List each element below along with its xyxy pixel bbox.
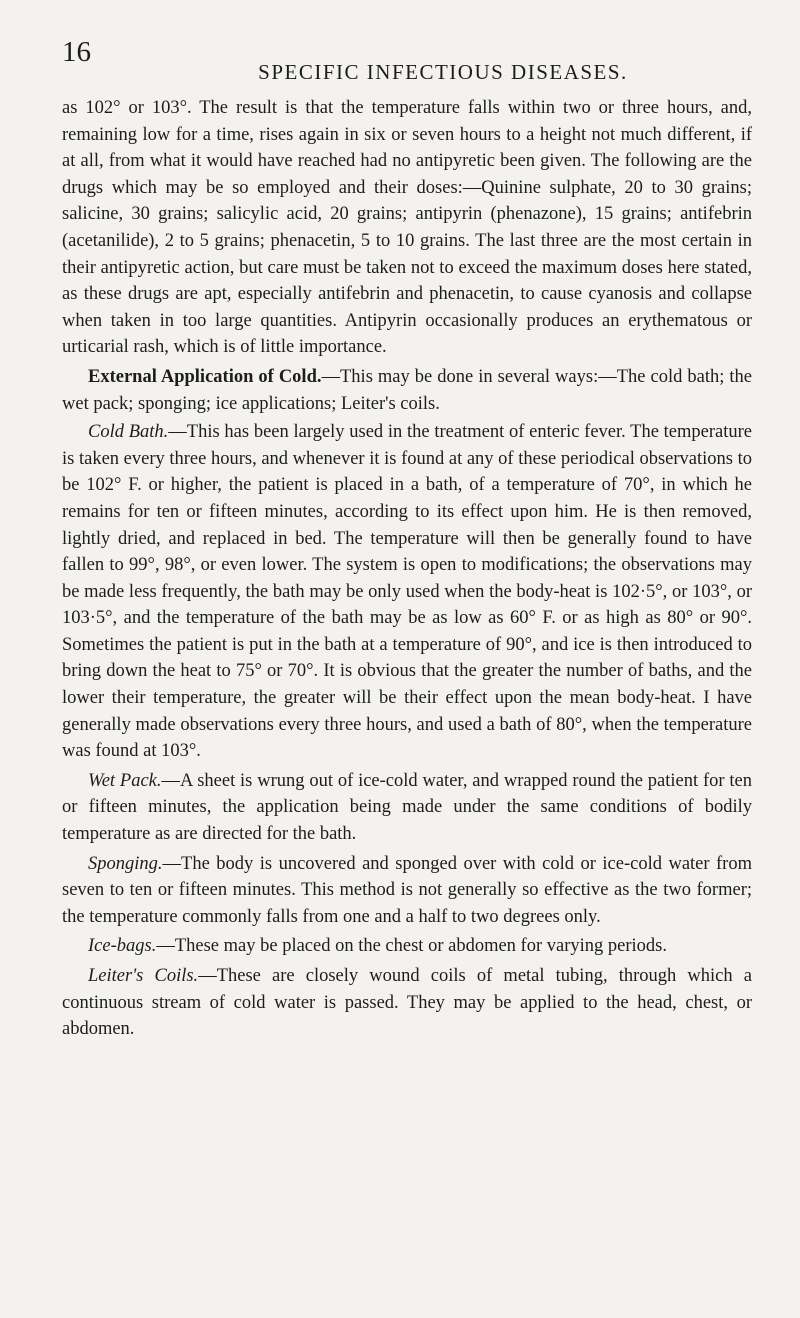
section-heading-external-cold: External Application of Cold. [88, 366, 322, 387]
running-head: SPECIFIC INFECTIOUS DISEASES. [258, 60, 628, 84]
paragraph-wet-pack-text: —A sheet is wrung out of ice-cold water, and wrapped round the patient for ten or fifteen minutes, the application being made under the same conditions of bodily temperature as are directed for the bath. [62, 770, 753, 845]
paragraph-sponging-text: —The body is uncovered and sponged over with cold or ice-cold water from seven to ten or fifteen minutes. This method is not generally so effective as the two former; the temperature commonly falls from one and a half to two degrees only. [62, 853, 752, 927]
subheading-leiters-coils: Leiter's Coils. [88, 966, 199, 986]
page-number: 16 [62, 36, 91, 68]
paragraph-antipyretics-text: as 102° or 103°. The result is that the temperature falls within two or three hours, and, remaining low for a time, rises again in six or seven hours to a height not much different, if at all, from what it would have reached had no antipyretic been given. The following are the drugs which may be so employed and their doses:—Quinine sulphate, 20 to 30 grains; salicine, 30 grains; salicylic acid, 20 grains; antipyrin (phenazone), 15 grains; antifebrin (acetanilide), 2 to 5 grains; phenacetin, 5 to 10 grains. The last three are the most certain in their antipyretic action, but care must be taken not to exceed the maximum doses here stated, as these drugs are apt, especially antifebrin and phenacetin, to cause cyanosis and collapse when taken in too large quantities. Antipyrin occasionally produces an erythematous or urticarial rash, which is of little importance. [62, 98, 752, 358]
subheading-cold-bath: Cold Bath. [88, 422, 169, 443]
paragraph-sponging [62, 851, 752, 931]
paragraph-external-cold [62, 364, 752, 417]
paragraph-ice-bags [62, 933, 752, 960]
subheading-wet-pack: Wet Pack. [88, 770, 162, 791]
paragraph-leiters-coils-text: —These are closely wound coils of metal tubing, through which a continuous stream of cold water is passed. They may be applied to the head, chest, or abdomen. [62, 966, 752, 1040]
subheading-sponging: Sponging. [88, 853, 163, 874]
paragraph-cold-bath-text: —This has been largely used in the treatment of enteric fever. The temperature is taken every three hours, and whenever it is found at any of these periodical observations to be 102° F. or higher, the patient is placed in a bath, of a temperature of 70°, in which he remains for ten or fifteen minutes, according to its effect upon him. He is then removed, lightly dried, and replaced in bed. The temperature will then be generally found to have fallen to 99°, 98°, or even lower. The system is open to modifications; the observations may be made less frequently, the bath may be only used when the body-heat is 102·5°, or 103°, or 103·5°, and the temperature of the bath may be as low as 60° F. or as high as 80° or 90°. Sometimes the patient is put in the bath at a temperature of 90°, and ice is then introduced to bring down the heat to 75° or 70°. It is obvious that the greater the number of baths, and the lower their temperature, the greater will be their effect upon the mean body-heat. I have generally made observations every three hours, and used a bath of 80°, when the temperature was found at 103°. [62, 422, 753, 762]
paragraph-wet-pack [62, 768, 752, 848]
paragraph-antipyretics [62, 95, 752, 361]
paragraph-leiters-coils [62, 963, 752, 1043]
paragraph-cold-bath [62, 419, 752, 765]
body-text [62, 95, 752, 1043]
paragraph-external-cold-text: —This may be done in several ways:—The cold bath; the wet pack; sponging; ice applications; Leiter's coils. [62, 366, 752, 414]
subheading-ice-bags: Ice-bags. [88, 936, 157, 957]
paragraph-ice-bags-text: —These may be placed on the chest or abdomen for varying periods. [156, 936, 667, 957]
